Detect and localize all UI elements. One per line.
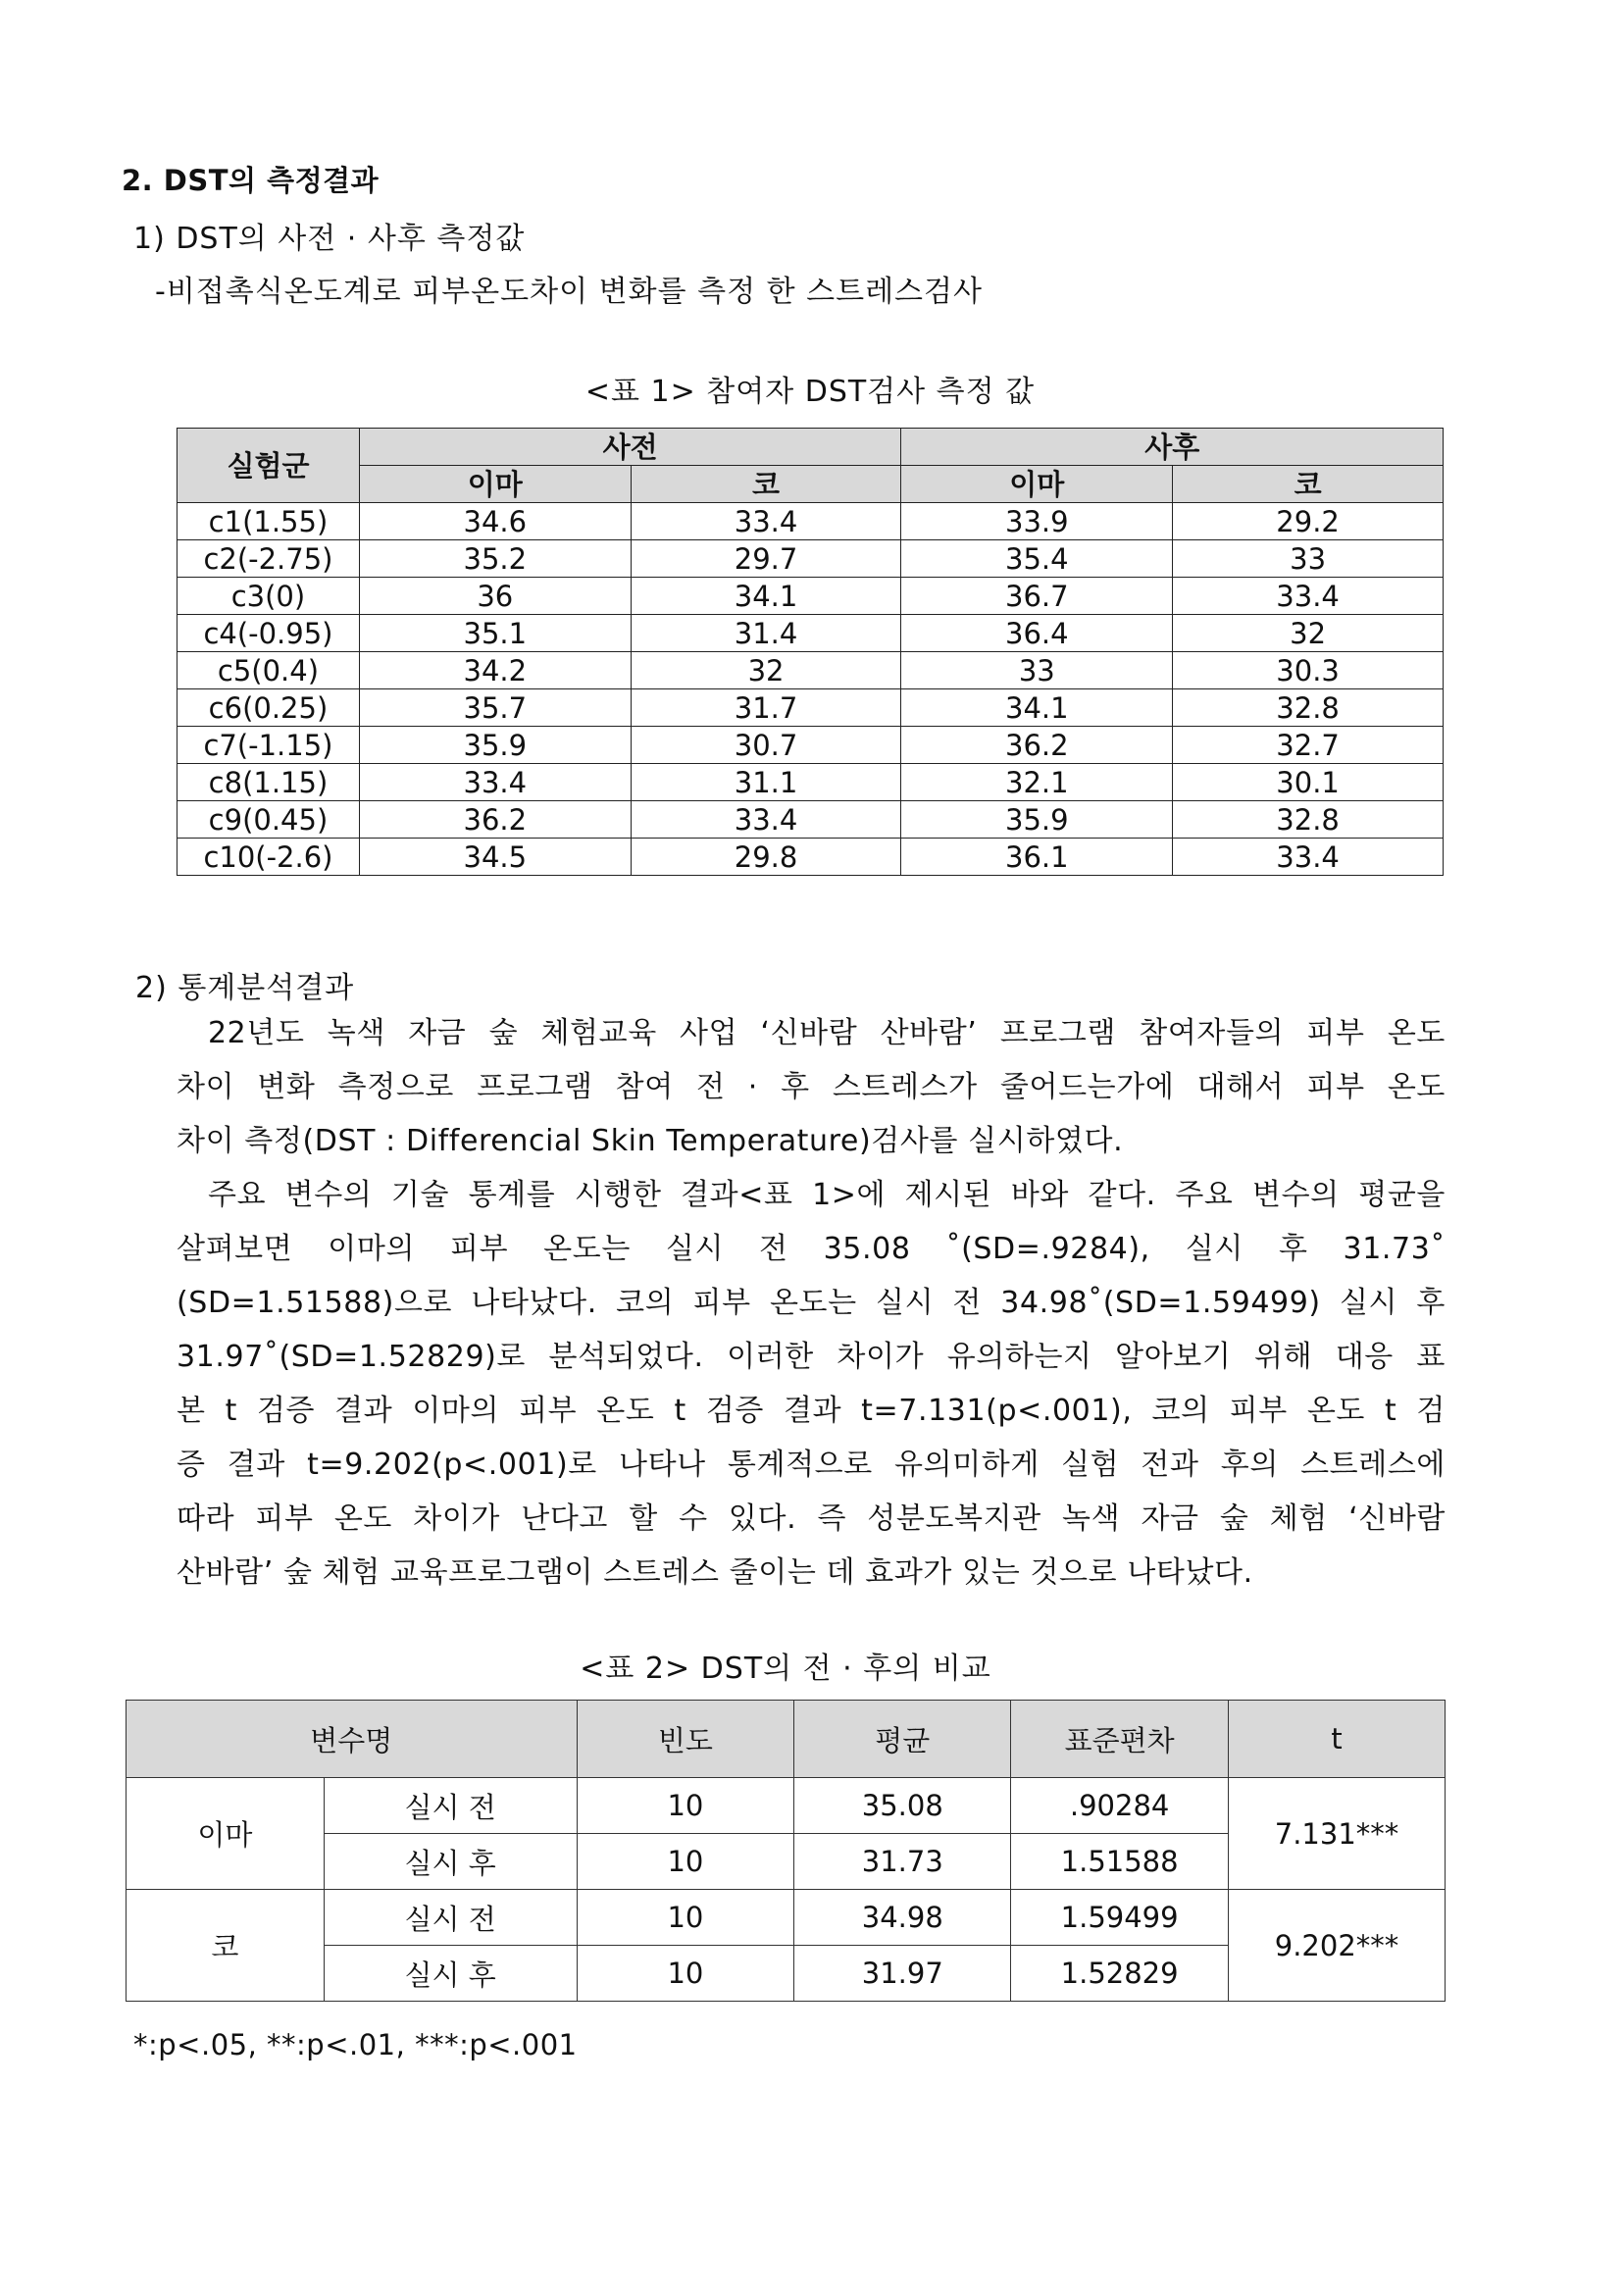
- paragraph-line: 차이 측정(DST : Differencial Skin Temperature)검사를 실시하였다.: [177, 1124, 1124, 1158]
- table-cell: c3(0): [178, 578, 360, 615]
- table-cell: 34.6: [359, 503, 631, 540]
- table-cell: c4(-0.95): [178, 615, 360, 652]
- table-cell: 36.2: [901, 727, 1173, 764]
- table-cell: 29.8: [631, 839, 901, 876]
- table-cell: 33.4: [1173, 578, 1444, 615]
- paragraph-line: 차이 변화 측정으로 프로그램 참여 전 · 후 스트레스가 줄어드는가에 대해서 피부 온도: [177, 1070, 1446, 1104]
- table-cell: 32.7: [1173, 727, 1444, 764]
- table2-header-mean: 평균: [794, 1701, 1011, 1778]
- table-row: [178, 503, 1444, 540]
- table1-header-pre: 사전: [359, 429, 901, 466]
- table-row: [178, 764, 1444, 801]
- table-cell: .90284: [1011, 1778, 1229, 1834]
- table-cell: 10: [577, 1890, 794, 1946]
- table-row: [178, 652, 1444, 689]
- table2-caption: <표 2> DST의 전 · 후의 비교: [580, 1652, 991, 1686]
- table-cell: 29.7: [631, 540, 901, 578]
- table-cell: 32: [1173, 615, 1444, 652]
- table-cell: 31.73: [794, 1834, 1011, 1890]
- table-row: [178, 839, 1444, 876]
- table-cell: 34.1: [631, 578, 901, 615]
- table-cell: c2(-2.75): [178, 540, 360, 578]
- table-cell: 31.7: [631, 689, 901, 727]
- paragraph-line: 산바람’ 숲 체험 교육프로그램이 스트레스 줄이는 데 효과가 있는 것으로 나타났다.: [177, 1555, 1253, 1590]
- paragraph-line: 증 결과 t=9.202(p<.001)로 나타나 통계적으로 유의미하게 실험 전과 후의 스트레스에: [177, 1448, 1446, 1482]
- table2-header-sd: 표준편차: [1011, 1701, 1229, 1778]
- variable-name-cell: 코: [127, 1890, 325, 2002]
- table-cell: 34.5: [359, 839, 631, 876]
- table-cell: 33.4: [1173, 839, 1444, 876]
- variable-name-cell: 이마: [127, 1778, 325, 1890]
- table-cell: 36: [359, 578, 631, 615]
- t-value-cell: 9.202***: [1229, 1890, 1446, 2002]
- table-cell: 35.4: [901, 540, 1173, 578]
- table-cell: c1(1.55): [178, 503, 360, 540]
- table-cell: 31.4: [631, 615, 901, 652]
- table-cell: 33: [901, 652, 1173, 689]
- table-row: [178, 615, 1444, 652]
- table-cell: 10: [577, 1778, 794, 1834]
- table-cell: 30.1: [1173, 764, 1444, 801]
- table-cell: 1.51588: [1011, 1834, 1229, 1890]
- paragraph-line: (SD=1.51588)으로 나타났다. 코의 피부 온도는 실시 전 34.98˚(SD=1.59499) 실시 후: [177, 1286, 1446, 1320]
- table-cell: 33.4: [631, 801, 901, 839]
- table2-header-variable: 변수명: [127, 1701, 578, 1778]
- table-cell: 34.2: [359, 652, 631, 689]
- table-cell: 32.1: [901, 764, 1173, 801]
- subsection-title-2: 2) 통계분석결과: [135, 971, 355, 1005]
- table-cell: c8(1.15): [178, 764, 360, 801]
- table-cell: 30.3: [1173, 652, 1444, 689]
- table-cell: 34.1: [901, 689, 1173, 727]
- table2: [126, 1700, 1446, 2002]
- paragraph-line: 22년도 녹색 자금 숲 체험교육 사업 ‘신바람 산바람’ 프로그램 참여자들의 피부 온도: [208, 1016, 1446, 1050]
- table1: [177, 428, 1444, 876]
- table1-caption: <표 1> 참여자 DST검사 측정 값: [584, 375, 1036, 409]
- table-cell: 36.1: [901, 839, 1173, 876]
- table-row: [178, 727, 1444, 764]
- paragraph-2: [177, 1168, 1446, 1600]
- paragraph-1: [177, 1006, 1446, 1168]
- table1-header-group: 실험군: [178, 429, 360, 503]
- table-cell: 31.97: [794, 1946, 1011, 2002]
- table-cell: 35.2: [359, 540, 631, 578]
- table-cell: 31.1: [631, 764, 901, 801]
- table2-header-t: t: [1229, 1701, 1446, 1778]
- table-cell: 35.9: [359, 727, 631, 764]
- table2-body: [127, 1778, 1446, 2002]
- table-cell: c9(0.45): [178, 801, 360, 839]
- table-row: [178, 689, 1444, 727]
- paragraph-line: 따라 피부 온도 차이가 난다고 할 수 있다. 즉 성분도복지관 녹색 자금 숲 체험 ‘신바람: [177, 1501, 1446, 1536]
- table-cell: 35.7: [359, 689, 631, 727]
- t-value-cell: 7.131***: [1229, 1778, 1446, 1890]
- paragraph-line: 본 t 검증 결과 이마의 피부 온도 t 검증 결과 t=7.131(p<.001), 코의 피부 온도 t 검: [177, 1394, 1446, 1428]
- table-row: [178, 801, 1444, 839]
- table1-header-pre-nose: 코: [631, 466, 901, 503]
- subsection-description: -비접촉식온도계로 피부온도차이 변화를 측정 한 스트레스검사: [155, 275, 983, 309]
- table1-header-pre-forehead: 이마: [359, 466, 631, 503]
- table-row: [178, 540, 1444, 578]
- paragraph-line: 31.97˚(SD=1.52829)로 분석되었다. 이러한 차이가 유의하는지 알아보기 위해 대응 표: [177, 1340, 1446, 1374]
- table-row: [127, 1890, 1446, 1946]
- table-cell: 33.4: [631, 503, 901, 540]
- table1-header-post-nose: 코: [1173, 466, 1444, 503]
- table-cell: c10(-2.6): [178, 839, 360, 876]
- table-cell: c6(0.25): [178, 689, 360, 727]
- paragraph-line: 주요 변수의 기술 통계를 시행한 결과<표 1>에 제시된 바와 같다. 주요 변수의 평균을: [208, 1178, 1446, 1212]
- table1-body: [178, 503, 1444, 876]
- table-cell: 실시 전: [324, 1890, 577, 1946]
- table-cell: 30.7: [631, 727, 901, 764]
- table-cell: 34.98: [794, 1890, 1011, 1946]
- table-cell: c5(0.4): [178, 652, 360, 689]
- table-cell: 35.9: [901, 801, 1173, 839]
- table-cell: 실시 후: [324, 1946, 577, 2002]
- table-cell: c7(-1.15): [178, 727, 360, 764]
- table-cell: 10: [577, 1834, 794, 1890]
- table-cell: 실시 전: [324, 1778, 577, 1834]
- table-cell: 32.8: [1173, 801, 1444, 839]
- subsection-title-1: 1) DST의 사전 · 사후 측정값: [133, 222, 526, 256]
- table-cell: 33.9: [901, 503, 1173, 540]
- table-cell: 실시 후: [324, 1834, 577, 1890]
- table-cell: 36.2: [359, 801, 631, 839]
- table-cell: 1.59499: [1011, 1890, 1229, 1946]
- table-row: [178, 578, 1444, 615]
- table1-header-post-forehead: 이마: [901, 466, 1173, 503]
- table-cell: 29.2: [1173, 503, 1444, 540]
- table-cell: 33.4: [359, 764, 631, 801]
- table-cell: 36.4: [901, 615, 1173, 652]
- table-cell: 32: [631, 652, 901, 689]
- table2-header-frequency: 빈도: [577, 1701, 794, 1778]
- table-cell: 10: [577, 1946, 794, 2002]
- table-cell: 33: [1173, 540, 1444, 578]
- table-cell: 35.08: [794, 1778, 1011, 1834]
- table-cell: 1.52829: [1011, 1946, 1229, 2002]
- table1-header-post: 사후: [901, 429, 1444, 466]
- table-cell: 35.1: [359, 615, 631, 652]
- paragraph-line: 살펴보면 이마의 피부 온도는 실시 전 35.08 ˚(SD=.9284), 실시 후 31.73˚: [177, 1232, 1446, 1266]
- table-cell: 32.8: [1173, 689, 1444, 727]
- section-title: 2. DST의 측정결과: [122, 164, 380, 197]
- table-row: [127, 1778, 1446, 1834]
- table-cell: 36.7: [901, 578, 1173, 615]
- significance-note: *:p<.05, **:p<.01, ***:p<.001: [133, 2028, 578, 2061]
